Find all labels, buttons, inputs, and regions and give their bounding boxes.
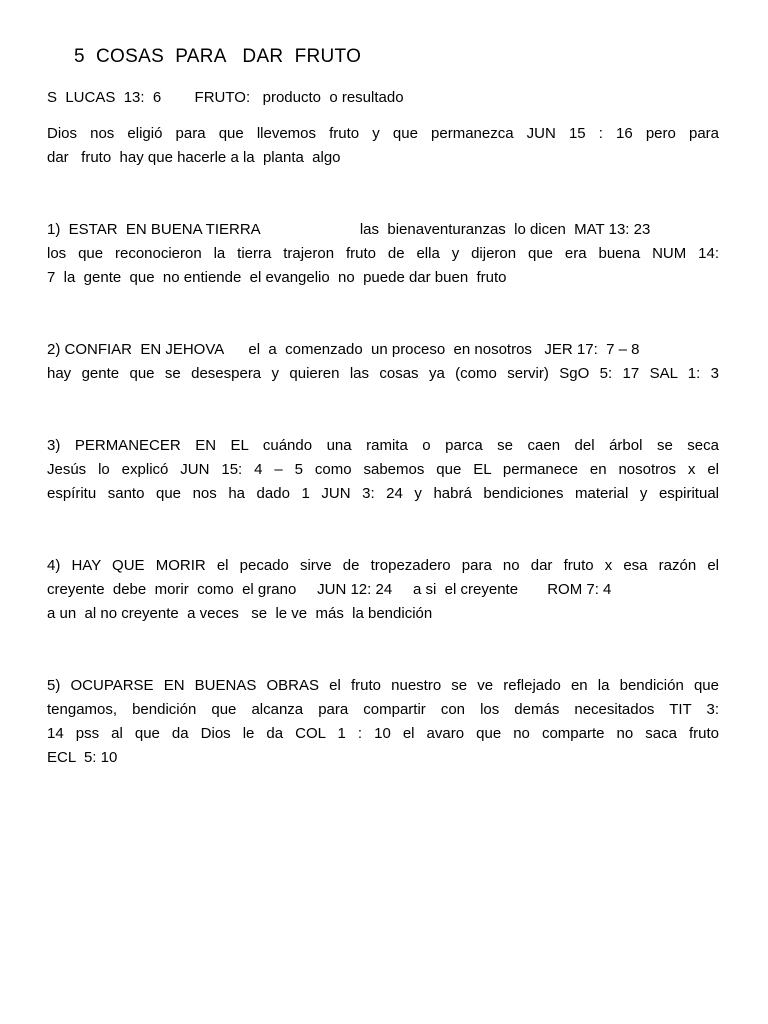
- section-4-line-3: a un al no creyente a veces se le ve más la bendición: [47, 605, 433, 622]
- section-4-line-2: creyente debe morir como el grano JUN 12: 24 a si el creyente ROM 7: 4: [47, 581, 612, 598]
- section-2-heading-line: 2) CONFIAR EN JEHOVA el a comenzado un proceso en nosotros JER 17: 7 – 8: [47, 341, 640, 358]
- section-3-heading-line: 3) PERMANECER EN EL cuándo una ramita o parca se caen del árbol se seca: [47, 437, 719, 454]
- section-2-line-2: hay gente que se desespera y quieren las cosas ya (como servir) SgO 5: 17 SAL 1: 3: [47, 365, 719, 382]
- section-3-line-3: espíritu santo que nos ha dado 1 JUN 3: 24 y habrá bendiciones material y espiritual: [47, 485, 719, 502]
- section-1-line-3: 7 la gente que no entiende el evangelio no puede dar buen fruto: [47, 269, 507, 286]
- intro-line-2: dar fruto hay que hacerle a la planta algo: [47, 149, 341, 166]
- section-5-heading-line: 5) OCUPARSE EN BUENAS OBRAS el fruto nuestro se ve reflejado en la bendición que: [47, 677, 719, 694]
- section-4-heading-line: 4) HAY QUE MORIR el pecado sirve de tropezadero para no dar fruto x esa razón el: [47, 557, 719, 574]
- section-5-line-3: 14 pss al que da Dios le da COL 1 : 10 el avaro que no comparte no saca fruto: [47, 725, 719, 742]
- section-1-line-2: los que reconocieron la tierra trajeron fruto de ella y dijeron que era buena NUM 14:: [47, 245, 719, 262]
- section-5-line-2: tengamos, bendición que alcanza para compartir con los demás necesitados TIT 3:: [47, 701, 719, 718]
- intro-line-1: Dios nos eligió para que llevemos fruto y que permanezca JUN 15 : 16 pero para: [47, 125, 719, 142]
- section-5-line-4: ECL 5: 10: [47, 749, 118, 766]
- section-1-heading-line: 1) ESTAR EN BUENA TIERRA las bienaventuranzas lo dicen MAT 13: 23: [47, 221, 651, 238]
- reference-line: S LUCAS 13: 6 FRUTO: producto o resultado: [47, 89, 404, 106]
- document-title: 5 COSAS PARA DAR FRUTO: [74, 46, 362, 67]
- section-3-line-2: Jesús lo explicó JUN 15: 4 – 5 como sabemos que EL permanece en nosotros x el: [47, 461, 719, 478]
